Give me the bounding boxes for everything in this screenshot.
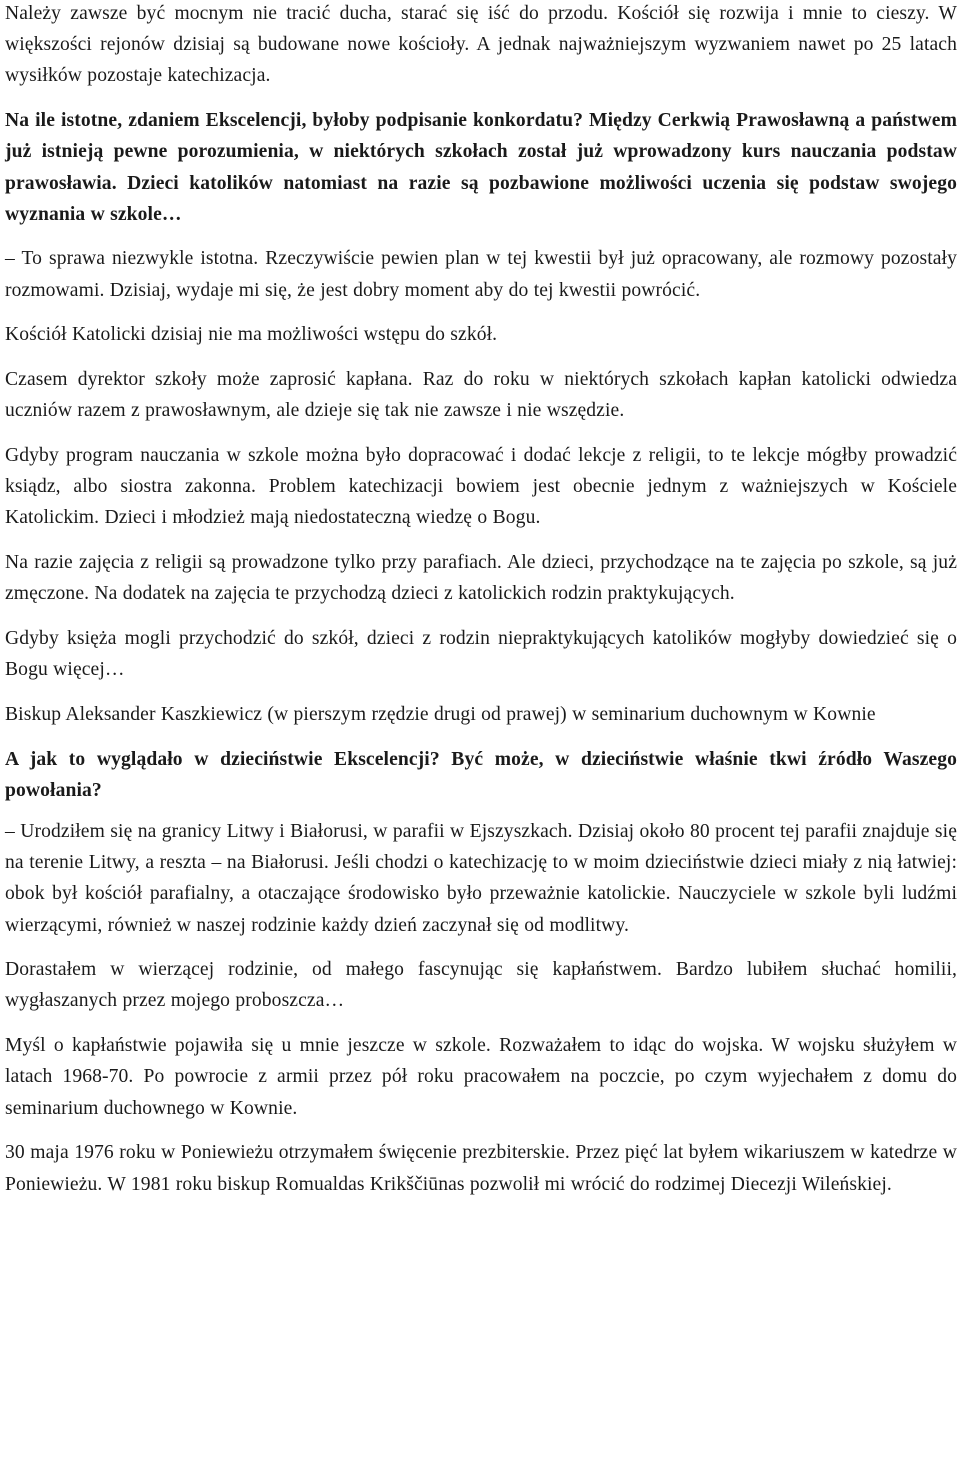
- question-childhood: A jak to wyglądało w dzieciństwie Ekscelencji? Być może, w dzieciństwie właśnie tkwi źródło Waszego powołania?: [5, 748, 957, 801]
- paragraph-church-schools: Kościół Katolicki dzisiaj nie ma możliwości wstępu do szkół.: [5, 324, 498, 346]
- question-concordat-lead: Na ile istotne, zdaniem Ekscelencji, byłoby podpisanie konkordatu?: [5, 110, 584, 132]
- paragraph-director-invite: Czasem dyrektor szkoły może zaprosić kapłana. Raz do roku w niektórych szkołach kapłan katolicki odwiedza uczniów razem z prawosławnym, ale dzieje się tak nie zawsze i nie wszędzie.: [5, 369, 957, 422]
- answer-childhood: – Urodziłem się na granicy Litwy i Białorusi, w parafii w Ejszyszkach. Dzisiaj około 80 procent tej parafii znajduje się na terenie Litwy, a reszta – na Białorusi. Jeśli chodzi o katechizację to w moim dzieciństwie dzieci miały z nią łatwiej: obok był kościół parafialny, a otaczające środowisko było przeważnie katolickie. Nauczyciele w szkole byli ludźmi wierzącymi, również w naszej rodzinie każdy dzień zaczynał się od modlitwy.: [5, 820, 957, 936]
- paragraph-priests-in-schools: Gdyby księża mogli przychodzić do szkół, dzieci z rodzin niepraktykujących katolików mogłyby dowiedzieć się o Bogu więcej…: [5, 627, 957, 681]
- document-page: [5, 0, 957, 1213]
- paragraph-parish-classes: Na razie zajęcia z religii są prowadzone tylko przy parafiach. Ale dzieci, przychodzące na te zajęcia po szkole, są już zmęczone. Na dodatek na zajęcia te przychodzą dzieci z katolickich rodzin praktykujących.: [5, 552, 957, 605]
- paragraph-growing-up: Dorastałem w wierzącej rodzinie, od małego fascynując się kapłaństwem. Bardzo lubiłem słuchać homilii, wygłaszanych przez mojego proboszcza…: [5, 959, 957, 1012]
- paragraph-army-seminary: Myśl o kapłaństwie pojawiła się u mnie jeszcze w szkole. Rozważałem to idąc do wojska. W wojsku służyłem w latach 1968-70. Po powrocie z armii przez pół roku pracowałem na poczcie, po czym wyjechałem z domu do seminarium duchownego w Kownie.: [5, 1035, 957, 1119]
- paragraph-curriculum: Gdyby program nauczania w szkole można było dopracować i dodać lekcje z religii, to te lekcje mógłby prowadzić ksiądz, albo siostra zakonna. Problem katechizacji bowiem jest obecnie jednym z ważniejszych w Kościele Katolickim. Dzieci i młodzież mają niedostateczną wiedzę o Bogu.: [5, 444, 957, 529]
- paragraph-intro: Należy zawsze być mocnym nie tracić ducha, starać się iść do przodu. Kościół się rozwija i mnie to cieszy. W większości rejonów dzisiaj są budowane nowe kościoły. A jednak najważniejszym wyzwaniem nawet po 25 latach wysiłków pozostaje katechizacja.: [5, 3, 957, 87]
- question-concordat: [5, 105, 957, 230]
- question-concordat-continuation: Między Cerkwią Prawosławną a państwem już istnieją pewne porozumienia, w niektórych szkołach został już wprowadzony kurs nauczania podstaw prawosławia. Dzieci katolików natomiast na razie są pozbawione możliwości uczenia się podstaw swojego wyznania w szkole…: [5, 110, 957, 225]
- paragraph-ordination: 30 maja 1976 roku w Poniewieżu otrzymałem święcenie prezbiterskie. Przez pięć lat byłem wikariuszem w katedrze w Poniewieżu. W 1981 roku biskup Romualdas Krikščiūnas pozwolił mi wrócić do rodzimej Diecezji Wileńskiej.: [5, 1142, 957, 1195]
- photo-caption: Biskup Aleksander Kaszkiewicz (w pierszym rzędzie drugi od prawej) w seminarium duchownym w Kownie: [5, 703, 876, 725]
- answer-concordat: – To sprawa niezwykle istotna. Rzeczywiście pewien plan w tej kwestii był już opracowany, ale rozmowy pozostały rozmowami. Dzisiaj, wydaje mi się, że jest dobry moment aby do tej kwestii powrócić.: [5, 248, 957, 301]
